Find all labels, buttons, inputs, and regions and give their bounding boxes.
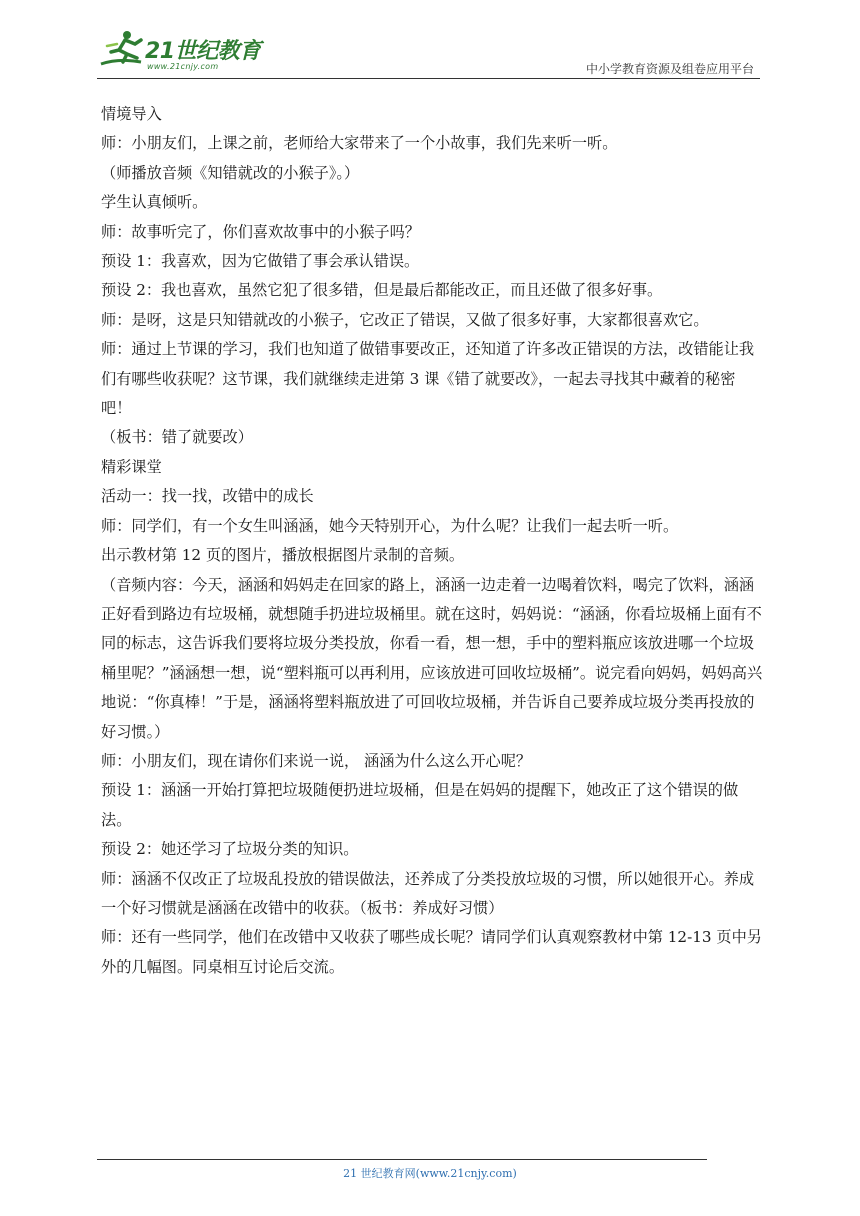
paragraph: 预设 2：我也喜欢，虽然它犯了很多错，但是最后都能改正，而且还做了很多好事。: [101, 281, 663, 300]
header-divider: [97, 78, 760, 79]
paragraph: 师：同学们，有一个女生叫涵涵，她今天特别开心，为什么呢？让我们一起去听一听。: [101, 516, 679, 535]
document-body: [101, 100, 763, 982]
paragraph: 师：涵涵不仅改正了垃圾乱投放的错误做法，还养成了分类投放垃圾的习惯，所以她很开心。养成一个好习惯就是涵涵在改错中的收获。（板书：养成好习惯）: [101, 869, 755, 917]
paragraph: 师：还有一些同学，他们在改错中又收获了哪些成长呢？请同学们认真观察教材中第 12-13 页中另外的几幅图。同桌相互讨论后交流。: [101, 928, 762, 976]
section-heading: 情境导入: [101, 105, 162, 123]
paragraph: （板书：错了就要改）: [101, 428, 253, 447]
paragraph: （师播放音频《知错就改的小猴子》。）: [101, 163, 360, 182]
paragraph: 学生认真倾听。: [101, 193, 208, 212]
paragraph: 师：小朋友们，现在请你们来说一说， 涵涵为什么这么开心呢？: [101, 751, 532, 770]
paragraph: 预设 2：她还学习了垃圾分类的知识。: [101, 840, 359, 859]
page-footer[interactable]: 21 世纪教育网(www.21cnjy.com): [343, 1167, 517, 1180]
section-heading: 精彩课堂: [101, 457, 162, 476]
page-header: [97, 28, 760, 78]
logo-url: www.21cnjy.com: [147, 62, 219, 71]
paragraph: 师：故事听完了，你们喜欢故事中的小猴子吗？: [101, 222, 420, 241]
footer-divider: [97, 1159, 707, 1160]
logo-text: 21世纪教育: [145, 39, 261, 64]
logo: [97, 28, 267, 74]
paragraph: （音频内容：今天，涵涵和妈妈走在回家的路上，涵涵一边走着一边喝着饮料，喝完了饮料，涵涵正好看到路边有垃圾桶，就想随手扔进垃圾桶里。就在这时，妈妈说：“涵涵，你看垃圾桶上面有不同的标志，这告诉我们要将垃圾分类投放，你看一看，想一想，手中的塑料瓶应该放进哪一个垃圾桶里呢？”涵涵想一想，说“塑料瓶可以再利用，应该放进可回收垃圾桶”。说完看向妈妈，妈妈高兴地说：“你真棒！”于是，涵涵将塑料瓶放进了可回收垃圾桶，并告诉自己要养成垃圾分类再投放的好习惯。）: [101, 575, 763, 741]
activity-heading: 活动一：找一找，改错中的成长: [101, 487, 314, 506]
paragraph: 师：是呀，这是只知错就改的小猴子，它改正了错误，又做了很多好事，大家都很喜欢它。: [101, 310, 709, 329]
paragraph: 出示教材第 12 页的图片，播放根据图片录制的音频。: [101, 546, 465, 565]
platform-name: 中小学教育资源及组卷应用平台: [585, 62, 754, 76]
paragraph: 预设 1：涵涵一开始打算把垃圾随便扔进垃圾桶，但是在妈妈的提醒下，她改正了这个错误的做法。: [101, 781, 739, 829]
paragraph: 师：通过上节课的学习，我们也知道了做错事要改正，还知道了许多改正错误的方法，改错能让我们有哪些收获呢？这节课，我们就继续走进第 3 课《错了就要改》，一起去寻找其中藏着的秘密吧！: [101, 340, 755, 418]
paragraph: 师：小朋友们，上课之前，老师给大家带来了一个小故事，我们先来听一听。: [101, 134, 618, 153]
paragraph: 预设 1：我喜欢，因为它做错了事会承认错误。: [101, 252, 420, 271]
